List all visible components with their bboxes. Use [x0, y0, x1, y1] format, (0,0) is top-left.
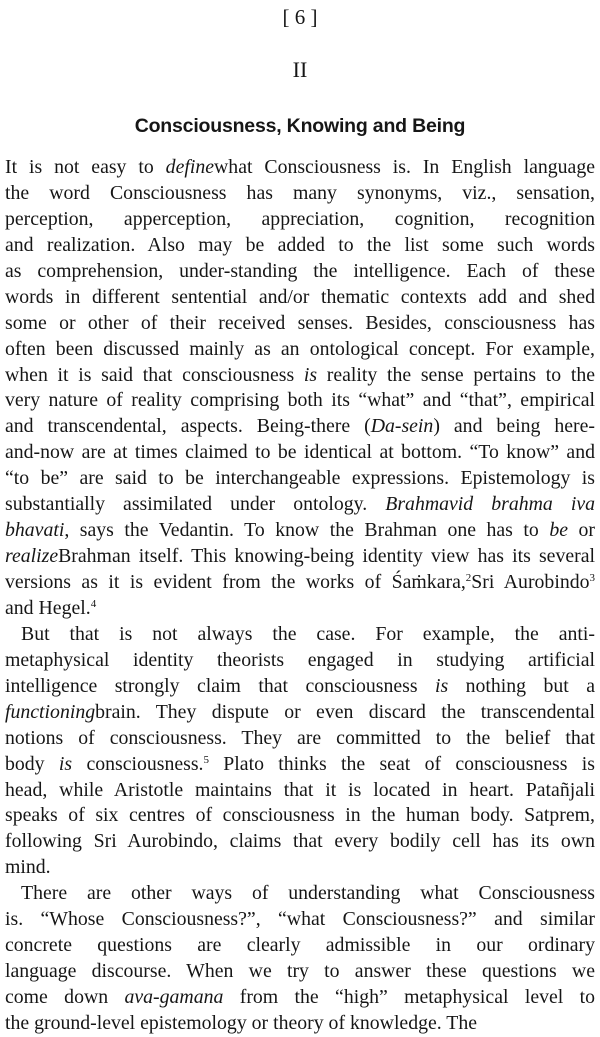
text-line: the ground-level epistemology or theory of knowledge. The — [5, 1011, 478, 1034]
text-line: very nature of reality comprising both its “what” and “that”, empirical — [5, 389, 595, 412]
italic-term: is — [58, 752, 73, 775]
text-line: come down ava-gamana from the “high” metaphysical level to — [5, 986, 596, 1008]
text-line: bhavati, says the Vedantin. To know the Brahman one has to be or — [5, 519, 595, 542]
text-line: mind. — [5, 856, 51, 879]
text-line: functioningbrain. They dispute or even discard the transcendental — [5, 700, 595, 723]
footnote-marker: 2 — [465, 571, 472, 584]
text-line: head, while Aristotle maintains that it is located in heart. Patañjali — [5, 778, 595, 801]
text-line: versions as it is evident from the works of Śaṁkara,$^2$Sri Aurobindo$^3$ — [5, 571, 595, 593]
italic-term: Da-sein — [370, 415, 434, 438]
paragraph — [5, 155, 595, 622]
paragraph — [5, 622, 595, 881]
text-line: as comprehension, under-standing the intelligence. Each of these — [5, 259, 595, 282]
text-line: when it is said that consciousness is reality the sense pertains to the — [5, 363, 595, 386]
text-line: substantially assimilated under ontology. Brahmavid brahma iva — [5, 493, 595, 516]
footnote-marker: 5 — [203, 753, 209, 766]
footnote-marker: 3 — [589, 571, 595, 584]
text-line: some or other of their received senses. Besides, consciousness has — [5, 311, 595, 334]
text-line: often been discussed mainly as an ontological concept. For example, — [5, 337, 595, 360]
italic-term: is — [434, 674, 449, 697]
italic-term: functioning — [5, 700, 96, 723]
text-line: and Hegel.$^4$ — [5, 596, 97, 619]
italic-term: define — [165, 156, 215, 178]
chapter-numeral: II — [292, 57, 308, 82]
text-line: “to be” are said to be interchangeable expressions. Epistemology is — [5, 467, 595, 490]
text-line: notions of consciousness. They are committed to the belief that — [5, 726, 595, 749]
page-number: [ 6 ] — [282, 5, 318, 29]
chapter-title: Consciousness, Knowing and Being — [134, 115, 466, 137]
italic-term: Brahmavid brahma iva — [385, 493, 595, 516]
italic-term: ava-gamana — [124, 986, 224, 1008]
text-line: But that is not always the case. For example, the anti- — [21, 622, 595, 645]
body-text — [5, 155, 595, 1037]
footnote-marker: 4 — [90, 597, 97, 610]
italic-term: be — [549, 519, 568, 542]
text-line: and-now are at times claimed to be identical at bottom. “To know” and — [5, 441, 595, 464]
text-line: and transcendental, aspects. Being-there (Da-sein) and being here- — [5, 415, 595, 438]
text-line: speaks of six centres of consciousness in the human body. Satprem, — [5, 804, 595, 827]
italic-term: bhavati — [5, 519, 65, 542]
text-line: It is not easy to definewhat Consciousness is. In English language — [5, 156, 595, 178]
text-line: realizeBrahman itself. This knowing-being identity view has its several — [5, 545, 595, 568]
paragraph — [5, 881, 595, 1037]
text-line: the word Consciousness has many synonyms, viz., sensation, — [5, 181, 595, 204]
text-line: body is consciousness.$^5$ Plato thinks the seat of consciousness is — [5, 752, 595, 775]
italic-term: realize — [5, 545, 59, 568]
text-line: and realization. Also may be added to the list some such words — [5, 233, 595, 256]
italic-term: is — [303, 363, 318, 386]
text-line: concrete questions are clearly admissible in our ordinary — [5, 934, 595, 957]
text-line: following Sri Aurobindo, claims that every bodily cell has its own — [5, 830, 595, 853]
text-line: metaphysical identity theorists engaged in studying artificial — [5, 648, 595, 671]
text-line: words in different sentential and/or thematic contexts add and shed — [5, 285, 595, 308]
text-line: language discourse. When we try to answer these questions we — [5, 960, 595, 983]
text-line: perception, apperception, appreciation, cognition, recognition — [5, 207, 595, 230]
text-line: There are other ways of understanding what Consciousness — [21, 882, 595, 905]
text-line: is. “Whose Consciousness?”, “what Consciousness?” and similar — [5, 908, 595, 931]
text-line: intelligence strongly claim that consciousness is nothing but a — [5, 674, 595, 697]
